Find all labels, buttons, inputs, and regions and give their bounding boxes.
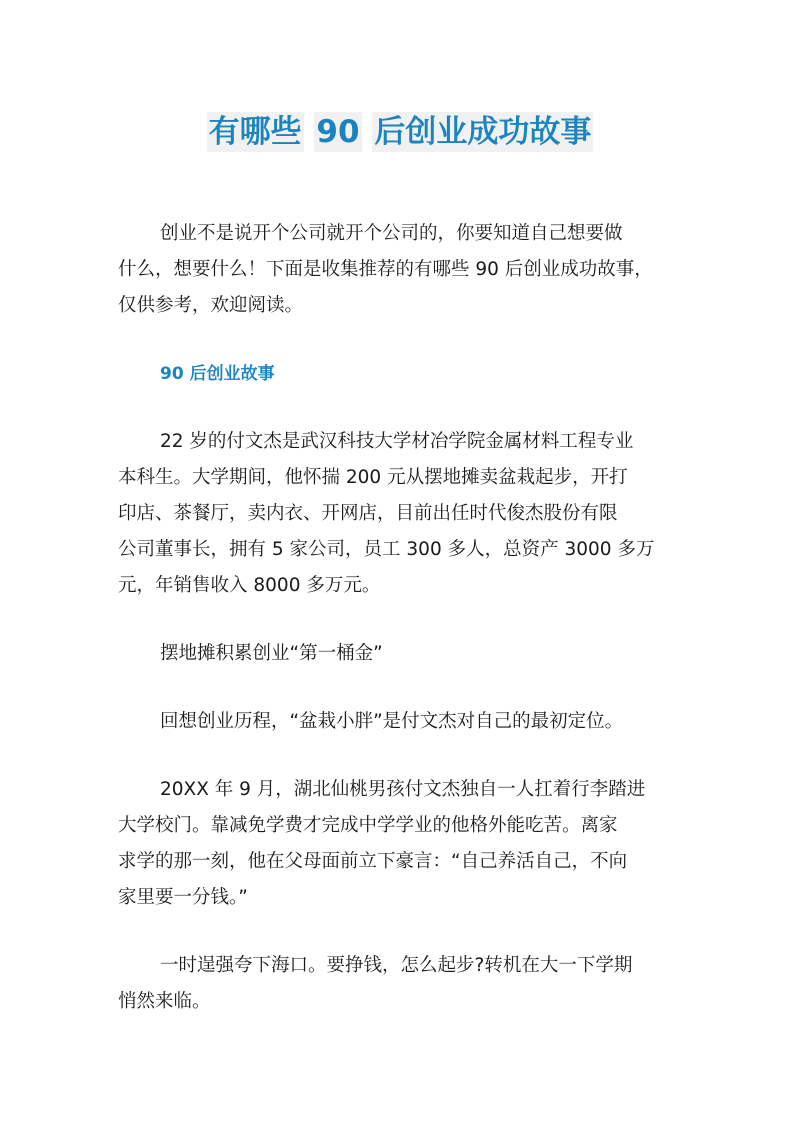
text-line: 本科生。大学期间，他怀揣 200 元从摆地摊卖盆栽起步，开打 (118, 467, 628, 488)
text-line: 元，年销售收入 8000 多万元。 (118, 575, 381, 596)
paragraph (118, 772, 688, 916)
text-line: 20XX 年 9 月，湖北仙桃男孩付文杰独自一人扛着行李踏进 (160, 779, 646, 800)
document-body (118, 216, 688, 1052)
paragraph (118, 704, 688, 740)
text-line: 摆地摊积累创业“第一桶金” (160, 643, 383, 664)
intro-paragraph (118, 216, 688, 324)
page-title (0, 106, 800, 151)
text-line: 创业不是说开个公司就开个公司的，你要知道自己想要做 (160, 223, 623, 244)
text-line: 求学的那一刻，他在父母面前立下豪言：“自己养活自己，不向 (118, 851, 628, 872)
title-part: 90 (316, 114, 360, 150)
text-line: 印店、茶餐厅，卖内衣、开网店，目前出任时代俊杰股份有限 (118, 503, 618, 524)
text-line: 22 岁的付文杰是武汉科技大学材冶学院金属材料工程专业 (160, 431, 634, 452)
text-line: 回想创业历程，“盆栽小胖”是付文杰对自己的最初定位。 (160, 711, 624, 732)
text-line: 大学校门。靠减免学费才完成中学学业的他格外能吃苦。离家 (118, 815, 618, 836)
paragraph (118, 636, 688, 672)
paragraph (118, 948, 688, 1020)
text-line: 什么，想要什么！下面是收集推荐的有哪些 90 后创业成功故事， (118, 259, 653, 280)
text-line: 悄然来临。 (118, 991, 211, 1012)
text-line: 仅供参考，欢迎阅读。 (118, 295, 304, 316)
text-line: 一时逞强夸下海口。要挣钱，怎么起步?转机在大一下学期 (160, 955, 633, 976)
title-part: 有哪些 (208, 114, 302, 150)
title-part: 后创业成功故事 (374, 114, 592, 150)
section-heading: 90 后创业故事 (160, 364, 275, 384)
text-line: 公司董事长，拥有 5 家公司，员工 300 多人，总资产 3000 多万 (118, 539, 655, 560)
paragraph (118, 424, 688, 604)
text-line: 家里要一分钱。” (118, 887, 248, 908)
